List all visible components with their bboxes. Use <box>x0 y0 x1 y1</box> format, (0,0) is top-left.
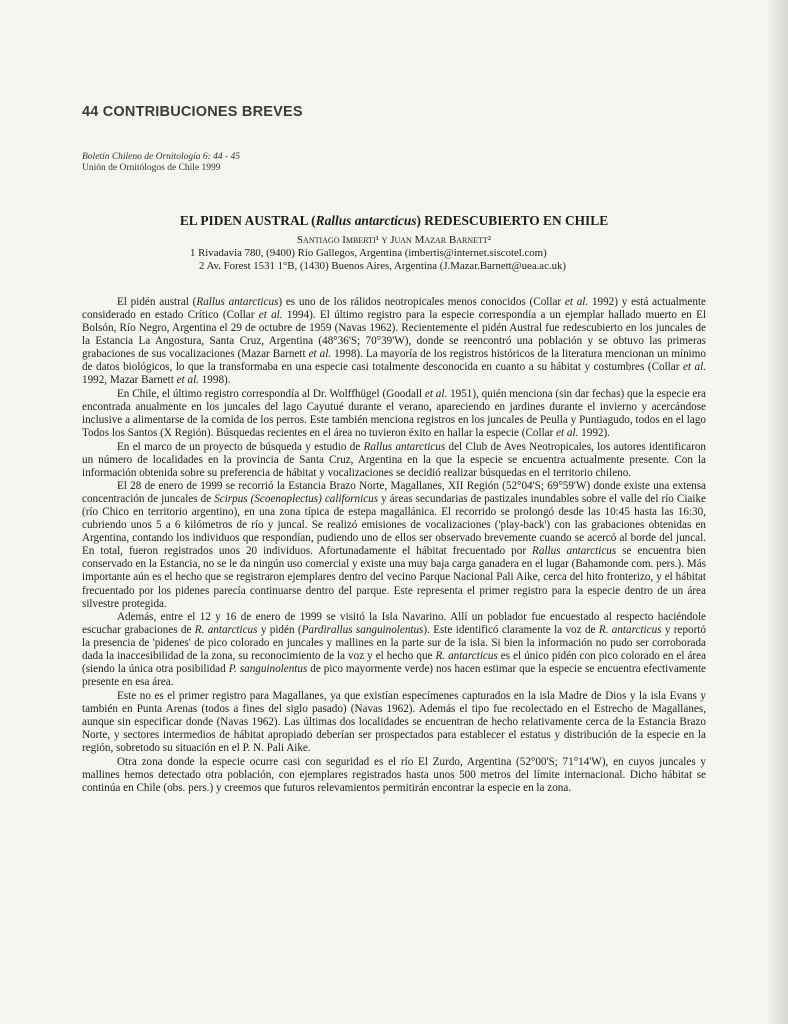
journal-publisher: Unión de Ornitólogos de Chile 1999 <box>82 163 221 173</box>
body-paragraph: En el marco de un proyecto de búsqueda y estudio de Rallus antarcticus del Club de Aves Neotropicales, los autores identificaron un número de localidades en la provincia de Santa Cruz, Argentina en la que la especie se encuentra actualmente presente. Con la información obtenida sobre su preferencia de hábitat y vocalizaciones se decidió realizar búsquedas en el territorio chileno. <box>82 440 706 479</box>
page-edge-shadow <box>766 0 788 1024</box>
journal-volume: Boletín Chileno de Ornitología 6: 44 - 45 <box>82 152 241 162</box>
title-species: Rallus antarcticus <box>315 213 417 228</box>
affiliation-1: 1 Rivadavia 780, (9400) Río Gallegos, Argentina (imbertis@internet.siscotel.com) <box>190 247 547 259</box>
body-paragraph: El pidén austral (Rallus antarcticus) es uno de los rálidos neotropicales menos conocidos (Collar et al. 1992) y está actualmente considerado en estado Crítico (Collar et al. 1994). El último registro para la especie correspondía a un ejemplar hallado muerto en El Bolsón, Río Negro, Argentina el 29 de octubre de 1959 (Navas 1962). Recientemente el pidén Austral fue redescubierto en los juncales de la Estancia La Angostura, Santa Cruz, Argentina (48°36'S; 70°39'W), donde se reencontró una población y se obtuvo las primeras grabaciones de sus vocalizaciones (Mazar Barnett et al. 1998). La mayoría de los registros históricos de la literatura mencionan un mínimo de datos biológicos, lo que la transformaba en una especie casi totalmente desconocida en cuanto a su hábitat y costumbres (Collar et al. 1992, Mazar Barnett et al. 1998). <box>82 296 706 387</box>
title-prefix: EL PIDEN AUSTRAL ( <box>179 213 316 228</box>
body-paragraph: Este no es el primer registro para Magallanes, ya que existían especímenes capturados en la isla Madre de Dios y la isla Evans y también en Punta Arenas (todos a fines del siglo pasado) (Navas 1962). Además el tipo fue recolectado en el Estrecho de Magallanes, aunque sin especificar donde (Navas 1962). Las últimas dos localidades se encuentran de hecho relativamente cerca de la Estancia Brazo Norte, y sectores intermedios de hábitat apropiado deberían ser prospectados para establecer el estatus y distribución de la especie en la región, sobretodo su situación en el P. N. Pali Aike. <box>82 689 706 755</box>
author-affiliations <box>190 247 566 273</box>
article-title <box>0 213 788 229</box>
body-paragraph: Además, entre el 12 y 16 de enero de 1999 se visitó la Isla Navarino. Allí un poblador fue encuestado al respecto haciéndole escuchar grabaciones de R. antarcticus y pidén (Pardirallus sanguinolentus). Este identificó claramente la voz de R. antarcticus y reportó la presencia de 'pidenes' de pico colorado en juncales y mallines en la parte sur de la isla. Si bien la información no pudo ser corroborada dada la inaccesibilidad de la zona, su reconocimiento de la voz y el hecho que R. antarcticus es el único pidén con pico colorado en el área (siendo la única otra posibilidad P. sanguinolentus de pico mayormente verde) nos hacen estimar que la especie se encuentra efectivamente presente en esa área. <box>82 611 706 689</box>
journal-citation <box>82 152 240 174</box>
body-paragraph: En Chile, el último registro correspondía al Dr. Wolffhügel (Goodall et al. 1951), quién menciona (sin dar fechas) que la especie era encontrada anualmente en los juncales del lago Cayutué durante el verano, apareciendo en jardines durante el invierno y acercándose inclusive a alimentarse de la comida de los perros. Este también menciona registros en los juncales de Peulla y Puntiagudo, todos en el lago Todos los Santos (X Región). Búsquedas recientes en el área no tuvieron éxito en hallar la especie (Collar et al. 1992). <box>82 387 706 439</box>
article-authors: Santiago Imberti¹ y Juan Mazar Barnett² <box>296 234 492 246</box>
title-suffix: ) REDESCUBIERTO EN CHILE <box>416 213 609 228</box>
article-body <box>82 296 706 795</box>
body-paragraph: Otra zona donde la especie ocurre casi con seguridad es el río El Zurdo, Argentina (52°00'S; 71°14'W), en cuyos juncales y mallines hemos detectado otra población, con ejemplares registrados hasta unos 500 metros del límite internacional. Dicho hábitat se continúa en Chile (obs. pers.) y creemos que futuros relevamientos permitirán encontrar la especie en la zona. <box>82 755 706 794</box>
section-header: 44 CONTRIBUCIONES BREVES <box>82 104 303 120</box>
body-paragraph: El 28 de enero de 1999 se recorrió la Estancia Brazo Norte, Magallanes, XII Región (52°04'S; 69°59'W) donde existe una extensa concentración de juncales de Scirpus (Scoenoplectus) californicus y áreas secundarias de pastizales inundables sobre el valle del río Ciaike (río Chico en territorio argentino), en una zona típica de estepa magallánica. El recorrido se prolongó desde las 10:45 hasta las 16:30, cubriendo unos 5 a 6 kilómetros de río y juncal. Se realizó emisiones de vocalizaciones ('play-back') con las grabaciones obtenidas en Argentina, contando los individuos que respondían, pudiendo uno de ellos ser observado brevemente cuando se acercó al borde del juncal. En total, fueron registrados unos 20 individuos. Afortunadamente el hábitat frecuentado por Rallus antarcticus se encuentra bien conservado en la Estancia, no se le da ningún uso comercial y existe una muy baja carga ganadera en el lugar (Bahamonde com. pers.). Más importante aún es el hecho que se registraron ejemplares dentro del vecino Parque Nacional Pali Aike, cerca del hito fronterizo, y el hábitat frecuentado por los pidenes parecía continuarse dentro del parque. Este representa el primer registro para la especie dentro de un área silvestre protegida. <box>82 480 706 610</box>
affiliation-2: 2 Av. Forest 1531 1°B, (1430) Buenos Aires, Argentina (J.Mazar.Barnett@uea.ac.uk) <box>199 260 566 272</box>
